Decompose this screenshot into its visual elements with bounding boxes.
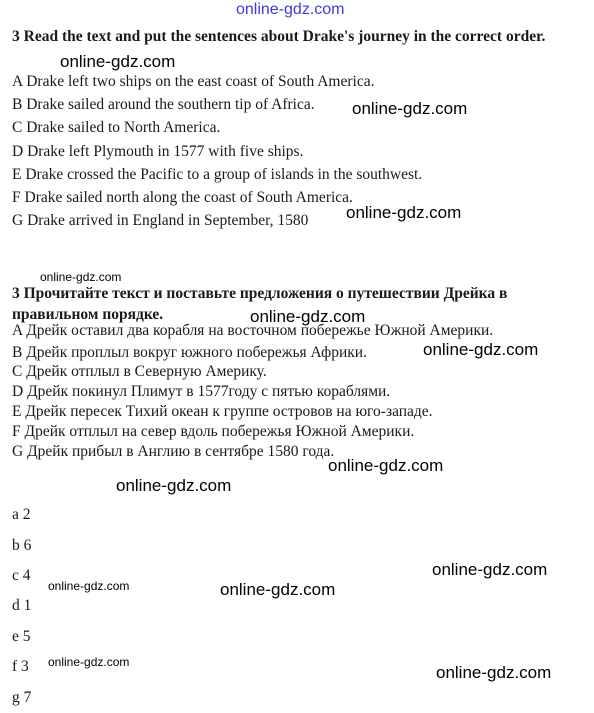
watermark: online-gdz.com [60,52,176,71]
russian-sentence-c: C Дрейк отплыл в Северную Америку. [12,363,267,380]
english-sentence-c: C Drake sailed to North America. [12,119,221,136]
answer-c: c 4 [12,567,31,584]
english-sentence-b: B Drake sailed around the southern tip of Africa. [12,96,315,113]
english-sentence-g: G Drake arrived in England in September, 1580 [12,212,309,229]
watermark: online-gdz.com [432,560,548,579]
watermark: online-gdz.com [116,476,232,495]
answer-e: e 5 [12,628,31,645]
russian-sentence-g: G Дрейк прибыл в Англию в сентябре 1580 года. [12,443,335,460]
watermark: online-gdz.com [40,270,122,284]
watermark-top: online-gdz.com [236,1,345,18]
answer-d: d 1 [12,597,32,614]
watermark: online-gdz.com [423,340,539,359]
watermark: online-gdz.com [346,203,462,222]
answer-g: g 7 [12,689,32,706]
english-sentence-e: E Drake crossed the Pacific to a group of islands in the southwest. [12,166,423,183]
russian-sentence-d: D Дрейк покинул Плимут в 1577году с пятью кораблями. [12,383,391,400]
watermark: online-gdz.com [328,456,444,475]
answer-f: f 3 [12,658,29,675]
russian-sentence-a: A Дрейк оставил два корабля на восточном побережье Южной Америки. [12,322,494,339]
watermark: online-gdz.com [220,580,336,599]
russian-sentence-b: B Дрейк проплыл вокруг южного побережья Африки. [12,344,367,361]
russian-sentence-f: F Дрейк отплыл на север вдоль побережья Южной Америки. [12,423,415,440]
answer-b: b 6 [12,537,32,554]
english-heading: 3 Read the text and put the sentences about Drake's journey in the correct order. [12,28,546,45]
russian-heading: 3 Прочитайте текст и поставьте предложения о путешествии Дрейка в правильном порядке. [12,285,508,323]
watermark: online-gdz.com [48,579,130,593]
watermark: online-gdz.com [250,307,366,326]
english-sentence-d: D Drake left Plymouth in 1577 with five ships. [12,143,304,160]
watermark: online-gdz.com [352,99,468,118]
english-sentence-a: A Drake left two ships on the east coast of South America. [12,73,375,90]
russian-sentence-e: E Дрейк пересек Тихий океан к группе островов на юго-западе. [12,403,433,420]
watermark: online-gdz.com [436,663,552,682]
watermark: online-gdz.com [48,655,130,669]
answer-a: a 2 [12,506,31,523]
english-sentence-f: F Drake sailed north along the coast of South America. [12,189,353,206]
